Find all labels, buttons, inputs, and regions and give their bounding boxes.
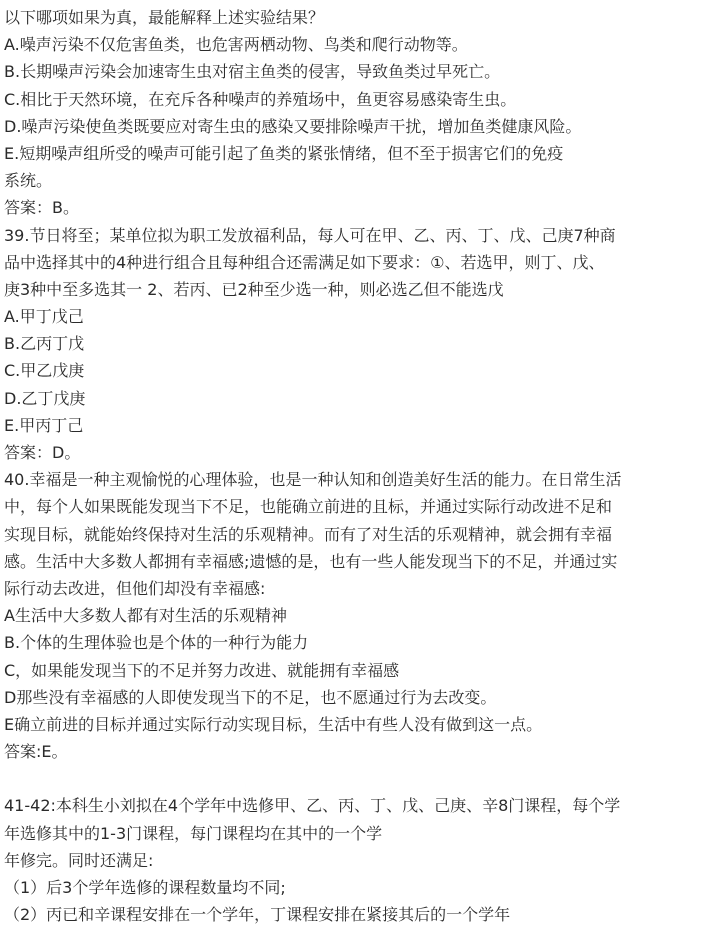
q40-option-c-line: C，如果能发现当下的不足并努力改进、就能拥有幸福感 (4, 660, 400, 680)
q40-answer-line: 答案:E。 (4, 742, 68, 762)
option-b-line: B.长期噪声污染会加速寄生虫对宿主鱼类的侵害，导致鱼类过早死亡。 (4, 62, 501, 82)
q39-stem-line-1: 39.节日将至；某单位拟为职工发放福利品，每人可在甲、乙、丙、丁、戊、己庚7种商 (4, 225, 616, 245)
option-a-line: A.噪声污染不仅危害鱼类，也危害两栖动物、鸟类和爬行动物等。 (4, 35, 468, 55)
q39-stem-line-3: 庚3种中至多选其一 2、若丙、已2种至少选一种，则必选乙但不能选戊 (4, 279, 504, 299)
option-c-line: C.相比于天然环境，在充斥各种噪声的养殖场中，鱼更容易感染寄生虫。 (4, 89, 517, 109)
q39-option-c-line: C.甲乙戊庚 (4, 361, 85, 381)
q41-42-condition-2-line: （2）丙已和辛课程安排在一个学年，丁课程安排在紧接其后的一个学年 (4, 905, 511, 925)
q40-option-a-line: A生活中大多数人都有对生活的乐观精神 (4, 606, 287, 626)
q40-stem-line-3: 实现目标，就能始终保持对生活的乐观精神。而有了对生活的乐观精神，就会拥有幸福 (4, 524, 613, 544)
q40-stem-line-5: 际行动去改进，但他们却没有幸福感: (4, 578, 266, 598)
q40-option-b-line: B.个体的生理体验也是个体的一种行为能力 (4, 633, 309, 653)
option-e-continuation-line: 系统。 (4, 171, 53, 191)
q41-42-condition-1-line: （1）后3个学年选修的课程数量均不同; (4, 878, 286, 897)
q40-option-e-line: E确立前进的目标并通过实际行动实现目标，生活中有些人没有做到这一点。 (4, 714, 543, 734)
q41-42-stem-line-1: 41-42:本科生小刘拟在4个学年中选修甲、乙、丙、丁、戊、己庚、辛8门课程，每个学 (4, 796, 621, 816)
answer-line: 答案：B。 (4, 198, 79, 218)
q41-42-stem-line-3: 年修完。同时还满足: (4, 850, 154, 870)
question-stem-line: 以下哪项如果为真，最能解释上述实验结果？ (4, 8, 325, 27)
q40-stem-line-1: 40.幸福是一种主观愉悦的心理体验，也是一种认知和创造美好生活的能力。在日常生活 (4, 470, 622, 490)
q41-42-stem-line-2: 年选修其中的1-3门课程，每门课程均在其中的一个学 (4, 823, 383, 843)
q39-stem-line-2: 品中选择其中的4种进行组合且每种组合还需满足如下要求：①、若选甲，则丁、戊、 (4, 252, 605, 272)
q40-option-d-line: D那些没有幸福感的人即使发现当下的不足，也不愿通过行为去改变。 (4, 687, 497, 707)
q39-option-b-line: B.乙丙丁戊 (4, 334, 85, 354)
option-e-line: E.短期噪声组所受的噪声可能引起了鱼类的紧张情绪，但不至于损害它们的免疫 (4, 143, 564, 163)
q40-stem-line-2: 中，每个人如果既能发现当下不足，也能确立前进的且标，并通过实际行动改进不足和 (4, 497, 613, 517)
option-d-line: D.噪声污染使鱼类既要应对寄生虫的感染又要排除噪声干扰，增加鱼类健康风险。 (4, 116, 582, 136)
q39-option-a-line: A.甲丁戊己 (4, 307, 84, 327)
q39-answer-line: 答案：D。 (4, 443, 81, 462)
q39-option-d-line: D.乙丁戊庚 (4, 388, 86, 408)
q40-stem-line-4: 感。生活中大多数人都拥有幸福感;遗憾的是，也有一些人能发现当下的不足，并通过实 (4, 551, 618, 571)
paragraph-spacer (4, 765, 710, 792)
q39-option-e-line: E.甲丙丁己 (4, 415, 84, 435)
